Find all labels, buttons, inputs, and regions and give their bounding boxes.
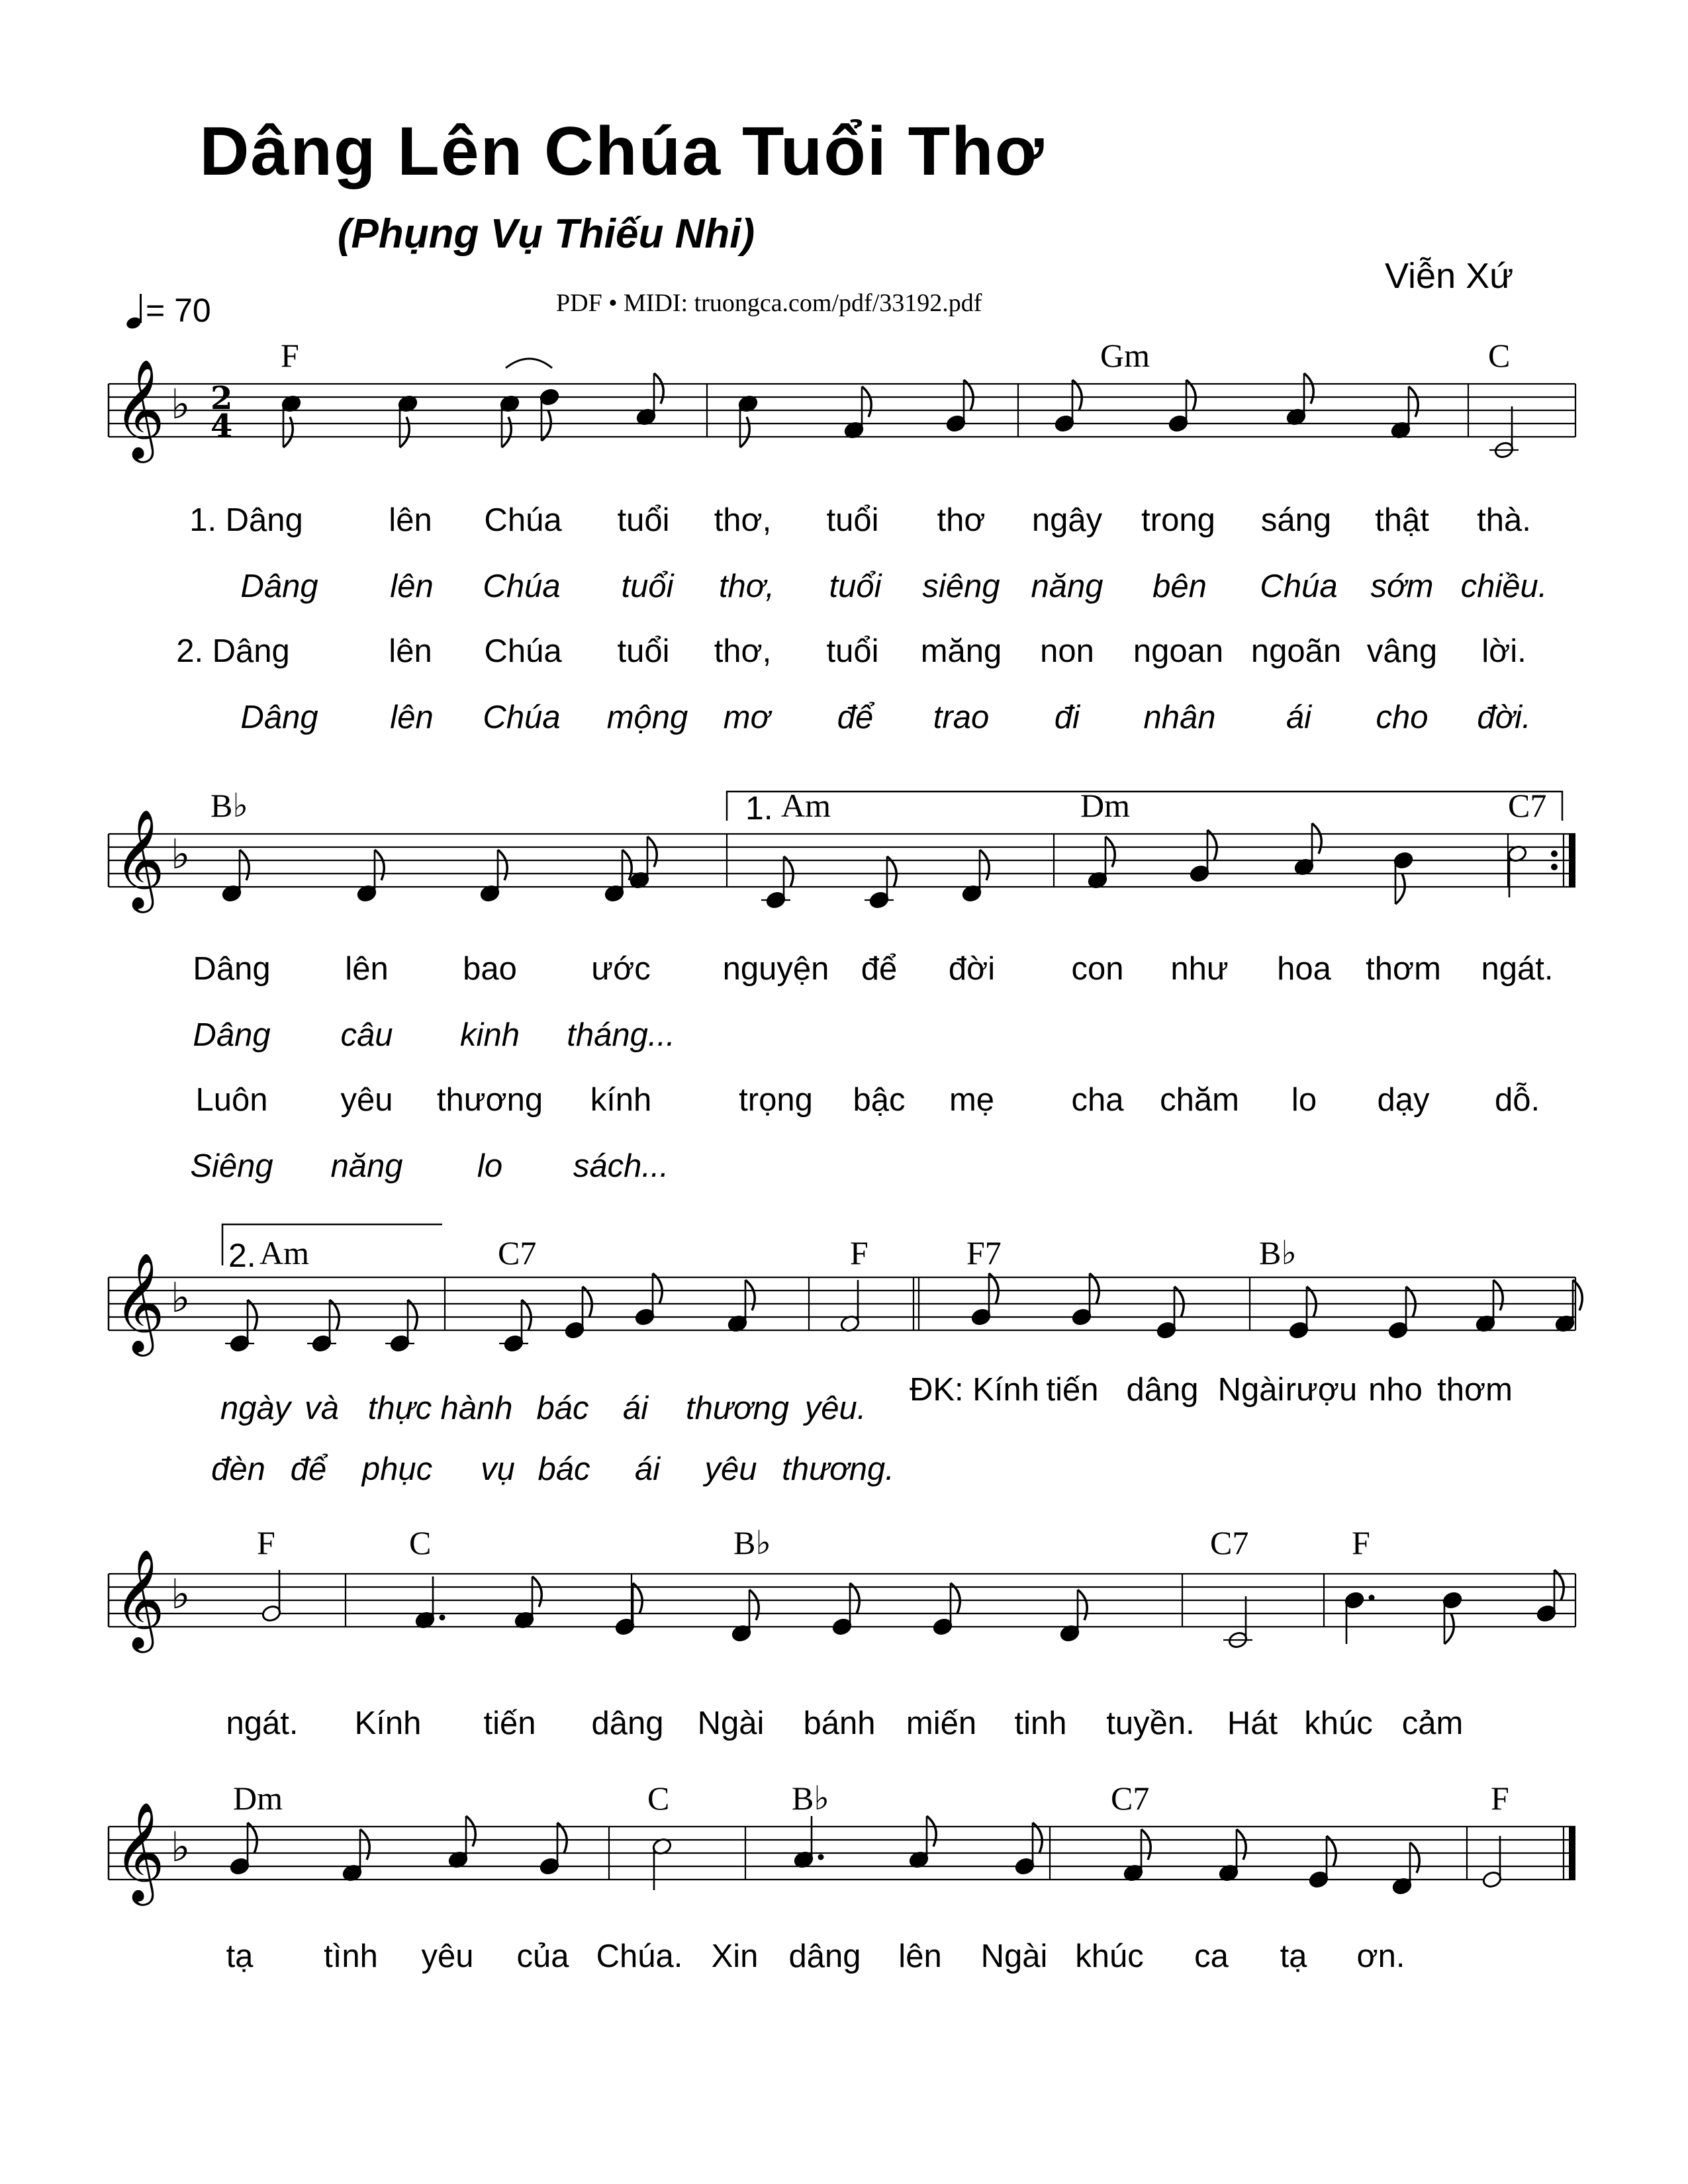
chord-symbol: C — [647, 1780, 670, 1817]
lyric-word: bác — [536, 1390, 589, 1426]
lyric-word: năng — [1031, 569, 1103, 604]
lyric-word: lên — [390, 700, 434, 735]
treble-clef-icon: 𝄞 — [114, 1801, 165, 1901]
chord-symbol: F — [850, 1234, 868, 1271]
lyric-word: thật — [1375, 502, 1429, 538]
note-flag — [1105, 837, 1115, 867]
lyric-word: thực — [367, 1390, 432, 1426]
lyric-word: tuổi — [617, 633, 670, 669]
lyric-word: cha — [1071, 1082, 1124, 1118]
lyric-word: siêng — [922, 569, 1000, 604]
lyric-word: rượu — [1285, 1372, 1358, 1408]
lyric-word: ơn. — [1356, 1938, 1405, 1974]
lyric-word: kính — [590, 1082, 652, 1118]
lyric-word: Chúa — [1260, 569, 1338, 604]
lyric-word: yêu — [421, 1938, 474, 1974]
lyric-word: nho — [1368, 1372, 1423, 1408]
lyric-word: và — [305, 1390, 339, 1426]
lyric-word: tuổi — [826, 633, 879, 669]
note-flag — [466, 1816, 475, 1846]
lyric-word: Dâng — [240, 569, 318, 604]
lyric-word: ngát. — [226, 1706, 299, 1741]
note-flag — [1141, 1829, 1150, 1860]
composer-name: Viễn Xứ — [1385, 256, 1514, 296]
lyric-word: miến — [906, 1706, 977, 1741]
lyric-word: dỗ. — [1494, 1082, 1540, 1118]
chord-symbol: C — [409, 1524, 432, 1561]
lyric-word: dâng — [591, 1706, 664, 1741]
note-flag — [1237, 1829, 1246, 1860]
lyric-word: vụ — [481, 1451, 515, 1487]
chord-symbol: B♭ — [211, 787, 248, 824]
lyric-word: Ngài — [697, 1706, 765, 1741]
lyric-word: Dâng — [240, 700, 318, 735]
lyric-word: thương — [436, 1082, 543, 1118]
lyric-word: khúc — [1075, 1938, 1144, 1974]
lyric-word: tuổi — [826, 502, 879, 538]
lyric-word: lời. — [1481, 633, 1526, 669]
lyric-word: kinh — [460, 1017, 520, 1053]
note-flag — [1304, 373, 1313, 404]
final-barline — [1569, 1827, 1575, 1880]
chord-symbol: C7 — [1111, 1780, 1150, 1817]
note-flag — [498, 850, 507, 880]
lyric-word: trong — [1141, 502, 1215, 538]
lyric-word: thà. — [1477, 502, 1531, 538]
chord-symbol: F — [281, 337, 299, 374]
lyric-word: Ngài — [1217, 1372, 1285, 1408]
treble-clef-icon: 𝄞 — [114, 358, 165, 459]
lyric-word: yêu — [704, 1451, 757, 1487]
lyric-word: Hát — [1227, 1706, 1278, 1741]
slur — [506, 359, 552, 368]
lyric-word: Chúa. — [596, 1938, 683, 1974]
lyric-word: tạ — [226, 1938, 254, 1974]
lyric-word: 1. Dâng — [189, 502, 303, 538]
note-flag — [862, 387, 871, 417]
chord-symbol: C7 — [1508, 787, 1547, 824]
chord-symbol: Am — [781, 787, 831, 824]
lyric-word: thơ, — [714, 633, 772, 669]
lyric-word: đời — [948, 951, 996, 987]
time-signature-bottom: 4 — [211, 408, 233, 445]
lyric-word: Xin — [711, 1938, 759, 1974]
lyric-word: tình — [324, 1938, 378, 1974]
lyric-word: sách... — [573, 1148, 669, 1184]
lyric-word: thơ, — [718, 569, 775, 604]
chord-symbol: F — [1491, 1780, 1509, 1817]
lyric-word: Kính — [354, 1706, 422, 1741]
note-flag — [1409, 387, 1418, 417]
lyric-word: thơm — [1437, 1372, 1513, 1408]
chord-symbol: B♭ — [733, 1524, 771, 1561]
augmentation-dot — [1369, 1595, 1375, 1601]
flat-icon: ♭ — [171, 1823, 191, 1871]
lyric-word: bánh — [803, 1706, 876, 1741]
lyric-word: tuyền. — [1106, 1706, 1195, 1741]
lyric-word: đi — [1054, 700, 1080, 735]
tempo-value: = 70 — [146, 292, 211, 329]
lyric-word: thương — [685, 1390, 790, 1426]
note-flag — [283, 417, 293, 447]
lyric-word: trọng — [739, 1082, 813, 1118]
lyric-word: hành — [440, 1390, 513, 1426]
lyric-word: tiến — [1046, 1372, 1099, 1408]
lyric-word: vâng — [1366, 633, 1438, 669]
lyric-word: khúc — [1304, 1706, 1373, 1741]
lyric-word: tuổi — [829, 569, 882, 604]
lyric-word: Luôn — [195, 1082, 268, 1118]
repeat-dot — [1551, 864, 1558, 870]
chord-symbol: F — [1352, 1524, 1370, 1561]
lyric-word: chăm — [1160, 1082, 1239, 1118]
lyric-word: tuổi — [621, 569, 674, 604]
time-signature-top: 2 — [211, 380, 233, 417]
lyric-word: yêu. — [804, 1390, 867, 1426]
lyric-word: mộng — [606, 700, 688, 735]
lyric-word: dạy — [1377, 1082, 1430, 1118]
lyric-word: bên — [1152, 569, 1207, 604]
chord-symbol: Gm — [1100, 337, 1150, 374]
lyric-word: ca — [1194, 1938, 1229, 1974]
lyric-word: Dâng — [193, 1017, 271, 1053]
lyric-word: ngoan — [1133, 633, 1224, 669]
lyric-word: Chúa — [484, 502, 562, 538]
note-flag — [749, 1590, 759, 1620]
note-flag — [927, 1816, 936, 1846]
lyric-word: tinh — [1014, 1706, 1067, 1741]
note-flag — [240, 850, 249, 880]
lyric-word: thơm — [1366, 951, 1441, 987]
lyric-word: Siêng — [190, 1148, 273, 1184]
lyric-word: lo — [477, 1148, 503, 1184]
note-flag — [1444, 1614, 1454, 1644]
lyric-word: ái — [622, 1390, 649, 1426]
lyric-word: như — [1170, 951, 1229, 987]
lyric-word: để — [837, 700, 874, 735]
note-flag — [1078, 1590, 1087, 1620]
lyric-word: ái — [634, 1451, 661, 1487]
song-title: Dâng Lên Chúa Tuổi Thơ — [199, 113, 1045, 190]
lyric-word: tháng... — [567, 1017, 675, 1053]
note-flag — [502, 417, 511, 447]
lyric-word: tạ — [1280, 1938, 1307, 1974]
lyric-word: đèn — [211, 1451, 265, 1487]
note-flag — [622, 850, 632, 880]
augmentation-dot — [440, 1615, 445, 1621]
lyric-word: lên — [390, 569, 434, 604]
lyric-word: dâng — [788, 1938, 861, 1974]
chord-symbol: F — [257, 1524, 275, 1561]
chord-symbol: C7 — [1210, 1524, 1249, 1561]
lyric-word: trao — [933, 700, 990, 735]
lyric-word: cảm — [1401, 1706, 1464, 1741]
song-subtitle: (Phụng Vụ Thiếu Nhi) — [337, 211, 755, 257]
lyric-word: lên — [389, 502, 432, 538]
chord-symbol: Am — [259, 1234, 309, 1271]
lyric-word: để — [861, 951, 898, 987]
lyric-word: ĐK: Kính — [909, 1372, 1040, 1408]
lyric-word: thơ — [937, 502, 986, 538]
flat-icon: ♭ — [171, 830, 191, 878]
note-flag — [1395, 874, 1405, 904]
lyric-word: yêu — [340, 1082, 393, 1118]
flat-icon: ♭ — [171, 380, 191, 428]
note-flag — [647, 837, 657, 867]
lyric-word: bao — [463, 951, 517, 987]
note-flag — [375, 850, 384, 880]
note-flag — [532, 1576, 541, 1607]
lyric-word: nguyện — [722, 951, 829, 987]
lyric-word: để — [290, 1451, 327, 1487]
note-flag — [740, 417, 749, 447]
lyric-word: năng — [330, 1148, 403, 1184]
note-flag — [1410, 1843, 1419, 1873]
lyric-word: Chúa — [484, 633, 562, 669]
lyric-word: Chúa — [483, 569, 561, 604]
final-barline — [1569, 834, 1575, 887]
treble-clef-icon: 𝄞 — [114, 808, 165, 909]
lyric-word: lên — [345, 951, 389, 987]
chord-symbol: Dm — [233, 1780, 283, 1817]
note-flag — [745, 1280, 755, 1310]
lyric-word: măng — [920, 633, 1002, 669]
lyric-word: 2. Dâng — [176, 633, 290, 669]
chord-symbol: Dm — [1080, 787, 1130, 824]
lyric-word: ngát. — [1481, 951, 1554, 987]
note-flag — [1312, 823, 1321, 854]
lyric-word: bậc — [853, 1082, 906, 1118]
chord-symbol: C — [1488, 337, 1511, 374]
volta-1-label: 1. — [745, 790, 773, 827]
lyric-word: chiều. — [1460, 569, 1548, 604]
note-flag — [1493, 1280, 1503, 1310]
lyric-word: cho — [1376, 700, 1429, 735]
treble-clef-icon: 𝄞 — [114, 1251, 165, 1352]
chord-symbol: B♭ — [1259, 1234, 1297, 1271]
lyric-word: câu — [340, 1017, 393, 1053]
lyric-word: dâng — [1126, 1372, 1199, 1408]
lyric-word: phục — [361, 1451, 433, 1487]
chord-symbol: C7 — [498, 1234, 537, 1271]
chord-symbol: B♭ — [792, 1780, 829, 1817]
note-flag — [654, 373, 663, 404]
augmentation-dot — [818, 1854, 824, 1860]
lyric-word: Chúa — [483, 700, 561, 735]
lyric-word: ngày — [220, 1390, 291, 1426]
lyric-word: ái — [1286, 700, 1312, 735]
lyric-word: của — [516, 1938, 569, 1974]
lyric-word: thương. — [782, 1451, 894, 1487]
lyric-word: lên — [389, 633, 432, 669]
lyric-word: Ngài — [980, 1938, 1048, 1974]
lyric-word: đời. — [1477, 700, 1531, 735]
lyric-word: mơ — [723, 700, 771, 735]
note-flag — [1573, 1280, 1582, 1310]
volta-2-label: 2. — [228, 1237, 256, 1274]
lyric-word: nhân — [1143, 700, 1216, 735]
lyric-word: tiến — [483, 1706, 536, 1741]
volta-1-bracket — [727, 792, 1562, 821]
note-flag — [980, 850, 989, 880]
lyric-word: sớm — [1370, 569, 1434, 604]
lyric-word: bác — [538, 1451, 590, 1487]
source-link[interactable]: PDF • MIDI: truongca.com/pdf/33192.pdf — [556, 289, 982, 317]
flat-icon: ♭ — [171, 1570, 191, 1618]
lyric-word: ước — [591, 951, 651, 987]
lyric-word: mẹ — [949, 1082, 995, 1118]
lyric-word: tuổi — [617, 502, 670, 538]
lyric-word: non — [1040, 633, 1094, 669]
lyric-word: sáng — [1260, 502, 1332, 538]
lyric-word: Dâng — [193, 951, 271, 987]
chord-symbol: F7 — [966, 1234, 1002, 1271]
lyric-word: lo — [1291, 1082, 1317, 1118]
flat-icon: ♭ — [171, 1273, 191, 1322]
lyric-word: lên — [898, 1938, 942, 1974]
lyric-word: ngây — [1031, 502, 1103, 538]
treble-clef-icon: 𝄞 — [114, 1548, 165, 1649]
repeat-dot — [1551, 850, 1558, 857]
note-flag — [400, 417, 409, 447]
note-flag — [360, 1829, 369, 1860]
lyric-word: ngoãn — [1250, 633, 1342, 669]
lyric-word: con — [1071, 951, 1124, 987]
lyric-word: thơ, — [714, 502, 772, 538]
lyric-word: hoa — [1277, 951, 1331, 987]
